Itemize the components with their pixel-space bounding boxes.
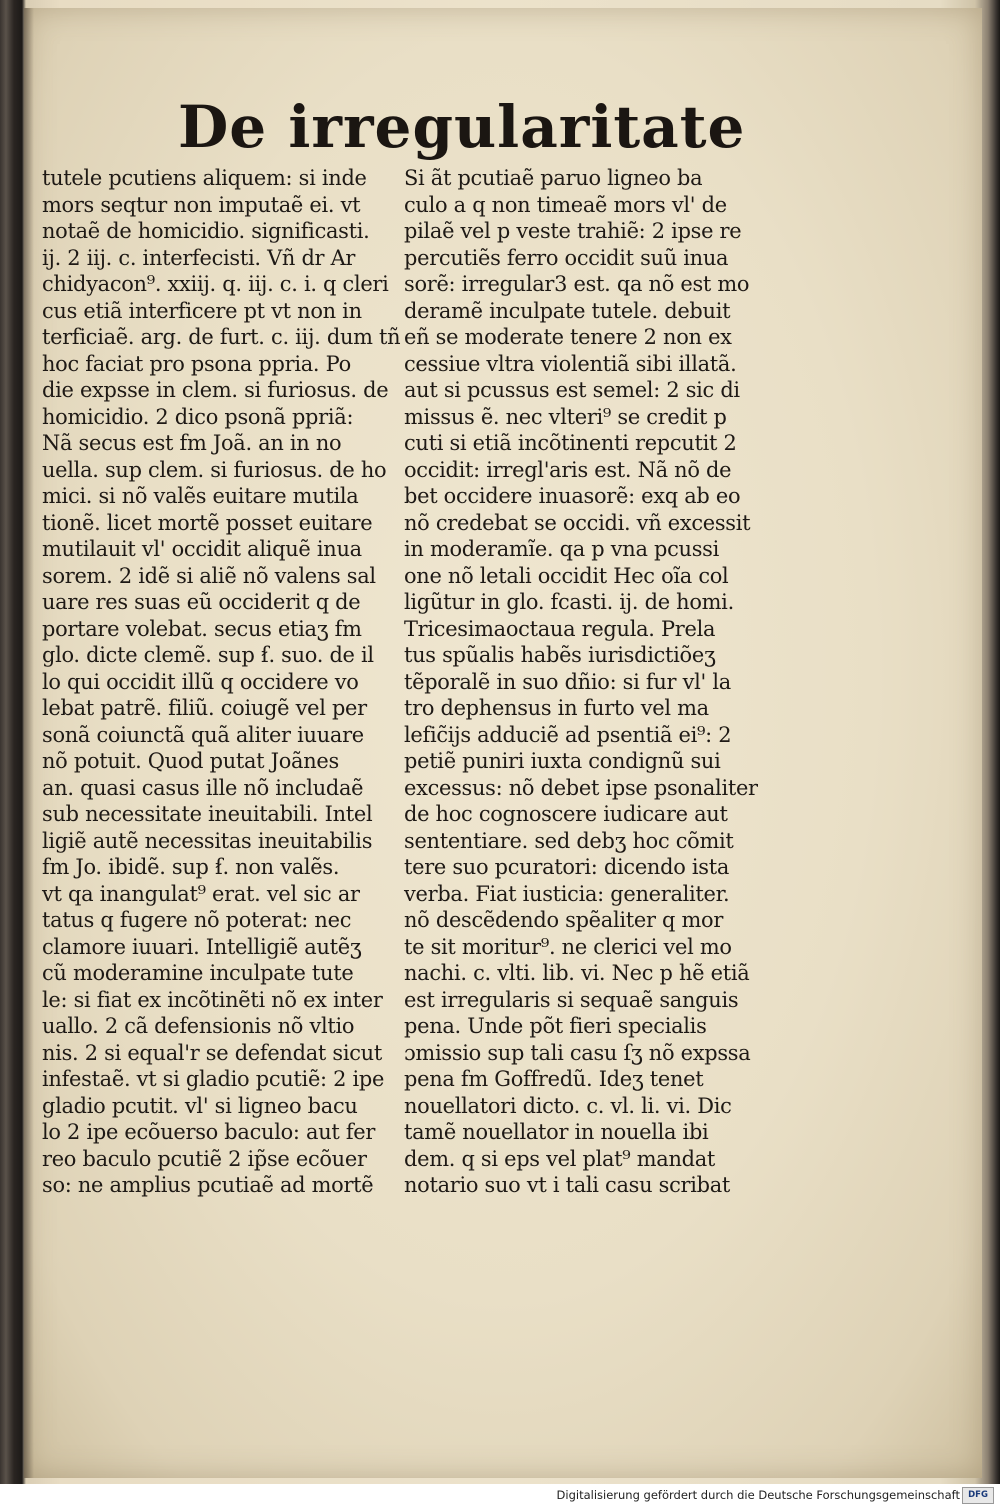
text-line: bet occidere inuasorẽ: exq ab eo — [404, 484, 741, 509]
text-line: homicidio. 2 dico psonã ppriã: — [42, 404, 354, 430]
text-line: fm Jo. ibidẽ. sup ẜ. non valẽs. — [42, 855, 340, 880]
text-line: aut si pcussus est semel: 2 sic di — [404, 378, 740, 403]
text-line: mors seqtur non imputaẽ ei. vt — [42, 192, 361, 218]
text-line: missus ẽ. nec vlteri⁹ se credit p — [404, 404, 727, 430]
text-line: est irregularis si sequaẽ sanguis — [404, 987, 739, 1013]
text-line: in moderamĩe. qa p vna pcussi — [404, 537, 719, 562]
text-line: pena. Unde põt fieri specialis — [404, 1014, 707, 1039]
text-line: tamẽ nouellator in nouella ibi — [404, 1120, 709, 1145]
text-line: mici. si nõ valẽs euitare mutila — [42, 484, 359, 509]
text-line: an. quasi casus ille nõ includaẽ — [42, 775, 364, 801]
text-line: cuti si etiã incõtinenti repcutit 2 — [404, 431, 737, 456]
left-column — [42, 166, 414, 1200]
text-line: Nã secus est fm Joã. an in no — [42, 431, 342, 456]
text-line: culo a q non timeaẽ mors vl' de — [404, 192, 727, 218]
text-line: deramẽ inculpate tutele. debuit — [404, 298, 731, 324]
text-line: reo baculo pcutiẽ 2 ip̃se ecõuer — [42, 1146, 367, 1172]
text-line: le: si fiat ex incõtinẽti nõ ex inter — [42, 987, 383, 1013]
text-line: portare volebat. secus etiaʒ fm — [42, 616, 362, 642]
text-line: ligiẽ autẽ necessitas ineuitabilis — [42, 828, 373, 854]
text-line: dem. q si eps vel plat⁹ mandat — [404, 1146, 716, 1172]
text-line: tro dephensus in furto vel ma — [404, 696, 709, 721]
text-line: so: ne amplius pcutiaẽ ad mortẽ — [42, 1173, 374, 1198]
text-line: ij. 2 iij. c. interfecisti. Vñ dr Ar — [42, 245, 356, 271]
text-line: chidyacon⁹. xxiij. q. iij. c. i. q cleri — [42, 272, 389, 297]
text-line: hoc faciat pro psona ppria. Po — [42, 351, 351, 377]
text-line: de hoc cognoscere iudicare aut — [404, 802, 728, 827]
text-line: sub necessitate ineuitabili. Intel — [42, 802, 373, 827]
text-line: verba. Fiat iusticia: generaliter. — [404, 881, 730, 907]
footer-bar — [0, 1484, 1000, 1506]
text-line: notaẽ de homicidio. significasti. — [42, 219, 370, 244]
text-line: terficiaẽ. arg. de furt. c. iij. dum tñ — [42, 325, 401, 350]
text-line: nõ descẽdendo spẽaliter q mor — [404, 908, 724, 933]
text-line: cũ moderamine inculpate tute — [42, 961, 354, 986]
text-line: ligũtur in glo. fcasti. ij. de homi. — [404, 590, 734, 615]
text-line: pilaẽ vel p veste trahiẽ: 2 ipse re — [404, 219, 742, 244]
text-line: percutiẽs ferro occidit suũ inua — [404, 245, 729, 271]
text-line: sonã coiunctã quã aliter iuuare — [42, 722, 364, 748]
page-header: De irregularitate — [178, 93, 746, 161]
right-column — [404, 166, 776, 1200]
text-line: sorẽ: irregular3 est. qa nõ est mo — [404, 272, 750, 297]
text-line: tutele pcutiens aliquem: si inde — [42, 166, 367, 191]
text-line: one nõ letali occidit Hec oĩa col — [404, 563, 729, 589]
text-line: uare res suas eũ occiderit q de — [42, 590, 361, 615]
text-line: die expsse in clem. si furiosus. de — [42, 378, 389, 403]
text-line: nouellatori dicto. c. vl. li. vi. Dic — [404, 1093, 732, 1119]
text-line: notario suo vt i tali casu scribat — [404, 1173, 731, 1198]
text-line: mutilauit vl' occidit aliquẽ inua — [42, 537, 362, 562]
text-line: vt qa inangulat⁹ erat. vel sic ar — [42, 881, 360, 907]
text-line: Tricesimaoctaua regula. Prela — [404, 616, 716, 642]
text-line: cessiue vltra violentiã sibi illatã. — [404, 351, 737, 377]
text-line: lo qui occidit illũ q occidere vo — [42, 669, 359, 695]
text-line: tẽporalẽ in suo dñio: si fur vl' la — [404, 669, 731, 695]
text-line: lo 2 ipe ecõuerso baculo: aut fer — [42, 1120, 376, 1145]
text-line: gladio pcutit. vl' si ligneo bacu — [42, 1093, 358, 1119]
text-line: uallo. 2 cã defensionis nõ vltio — [42, 1014, 355, 1039]
text-line: nachi. c. vlti. lib. vi. Nec p hẽ etiã — [404, 961, 750, 986]
text-line: sententiare. sed debʒ hoc cõmit — [404, 828, 734, 854]
text-line: pena fm Goffredũ. Ideʒ tenet — [404, 1067, 704, 1092]
text-line: nõ credebat se occidi. vñ excessit — [404, 510, 751, 536]
text-line: infestaẽ. vt si gladio pcutiẽ: 2 ipe — [42, 1067, 385, 1092]
text-line: lefic̃ijs adduciẽ ad psentiã ei⁹: 2 — [404, 722, 732, 748]
text-line: glo. dicte clemẽ. sup ẜ. suo. de il — [42, 643, 374, 668]
text-line: petiẽ puniri iuxta condignũ sui — [404, 749, 721, 774]
text-line: clamore iuuari. Intelligiẽ autẽʒ — [42, 934, 362, 960]
text-line: tionẽ. licet mortẽ posset euitare — [42, 510, 373, 536]
text-line: uella. sup clem. si furiosus. de ho — [42, 457, 387, 483]
text-line: nõ potuit. Quod putat Joãnes — [42, 749, 339, 774]
text-line: tere suo pcuratori: dicendo ista — [404, 855, 730, 880]
text-line: occidit: irregl'aris est. Nã nõ de — [404, 457, 732, 483]
text-line: eñ se moderate tenere 2 non ex — [404, 325, 732, 350]
text-line: excessus: nõ debet ipse psonaliter — [404, 775, 758, 801]
footer-credit: Digitalisierung gefördert durch die Deutsche Forschungsgemeinschaft — [556, 1488, 960, 1502]
text-line: ɔmissio sup tali casu ſʒ nõ expssa — [404, 1040, 751, 1066]
text-line: nis. 2 si equal'r se defendat sicut — [42, 1040, 382, 1066]
text-line: sorem. 2 idẽ si aliẽ nõ valens sal — [42, 563, 376, 589]
text-line: tatus q fugere nõ poterat: nec — [42, 908, 352, 933]
text-line: tus spũalis habẽs iurisdictiõeʒ — [404, 643, 716, 668]
text-line: Si ãt pcutiaẽ paruo ligneo ba — [404, 166, 703, 191]
text-line: lebat patrẽ. filiũ. coiugẽ vel per — [42, 696, 367, 721]
text-line: te sit moritur⁹. ne clerici vel mo — [404, 934, 732, 960]
dfg-logo: DFG — [962, 1487, 994, 1504]
text-line: cus etiã interficere pt vt non in — [42, 298, 362, 324]
